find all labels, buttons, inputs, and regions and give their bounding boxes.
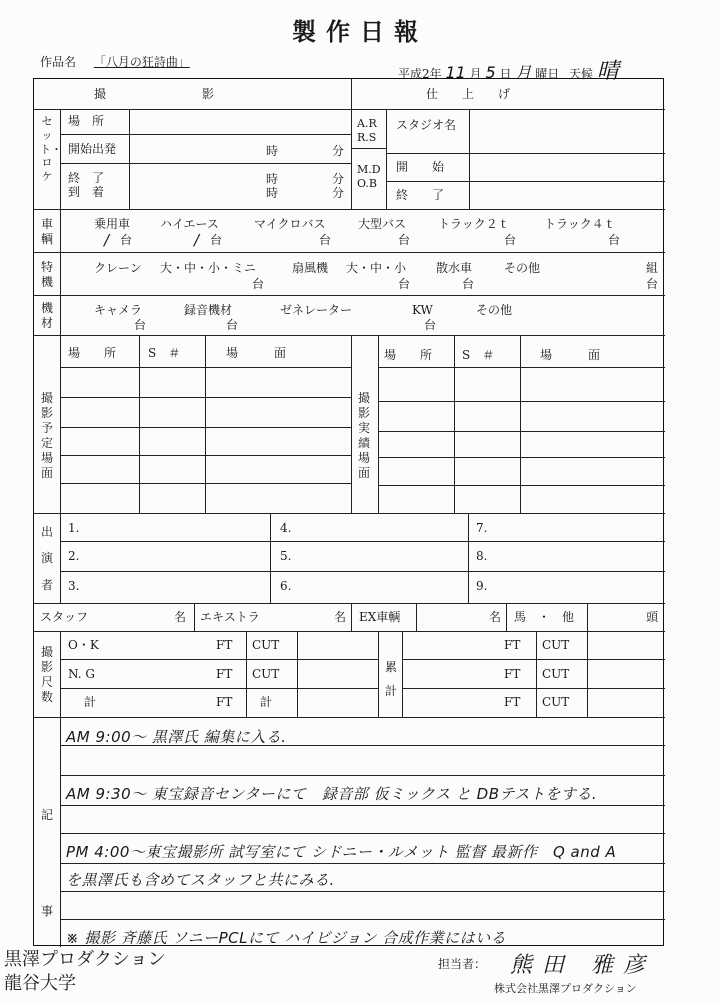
horse-label: 馬 ・ 他: [514, 610, 575, 624]
special-label: 特機: [40, 260, 53, 289]
actual-place-header: 場 所: [384, 348, 433, 362]
vehicles-label: 車輌: [40, 217, 53, 246]
cum-cut-3: CUT: [542, 695, 570, 709]
ng-label: N. G: [68, 667, 95, 681]
vehicle-sedan: 乗用車: [94, 217, 131, 231]
extras-unit: 名: [334, 610, 347, 624]
start-label: 開 始: [396, 160, 445, 174]
special-unit-1: 台: [252, 277, 265, 291]
cum-cut-1: CUT: [542, 638, 570, 652]
note-line-5: ※ 撮影 斉藤氏 ソニーPCLにて ハイビジョン 合成作業にはいる: [66, 929, 507, 947]
equip-unit-1: 台: [134, 318, 147, 332]
cast-1: 1.: [68, 521, 80, 535]
cast-5: 5.: [280, 549, 292, 563]
vehicle-unit-1: 台: [120, 233, 133, 247]
cast-7: 7.: [476, 521, 488, 535]
vehicle-unit-3: 台: [319, 233, 332, 247]
weekday-unit: 曜日: [535, 67, 560, 81]
day-unit: 日: [499, 67, 512, 81]
ok-cut: CUT: [252, 638, 280, 652]
equip-unit-2: 台: [226, 318, 239, 332]
charge-label: 担当者：: [438, 957, 487, 971]
cum-ft-1: FT: [504, 638, 521, 652]
ng-cut: CUT: [252, 667, 280, 681]
cum-ft-2: FT: [504, 667, 521, 681]
ex-car-label: EX車輌: [359, 610, 401, 624]
departure-label: 開始出発: [68, 142, 117, 156]
minute-label-1: 分: [332, 144, 345, 158]
total-ft: FT: [216, 695, 233, 709]
note-line-4: を黒澤氏も含めてスタッフと共にみる.: [66, 871, 335, 889]
total-cut-label: 計: [260, 695, 273, 709]
special-unit-3: 台: [462, 277, 475, 291]
cast-9: 9.: [476, 579, 488, 593]
cum-ft-3: FT: [504, 695, 521, 709]
cast-6: 6.: [280, 579, 292, 593]
staff-label: スタッフ: [40, 610, 89, 624]
actual-scene-header: 場 面: [540, 348, 601, 362]
special-unit-4: 台: [646, 277, 659, 291]
special-sprinkler: 散水車: [436, 261, 473, 275]
note-line-3: PM 4:00～東宝撮影所 試写室にて シドニー・ルメット 監督 最新作 Q and A: [66, 843, 617, 861]
shooting-header: 撮 影: [94, 87, 215, 101]
staff-unit: 名: [174, 610, 187, 624]
note-line-1: AM 9:00～ 黒澤氏 編集に入る.: [66, 728, 287, 746]
studio-label: スタジオ名: [396, 118, 457, 132]
actual-s-header: S ＃: [462, 348, 495, 362]
end-arrive-label: 終 了 到 着: [68, 171, 105, 200]
note-line-2: AM 9:30～ 東宝録音センターにて 録音部 仮ミックス と DBテストをする.: [66, 785, 598, 803]
archive-watermark: [4, 948, 166, 997]
finish-label: 終 了: [396, 188, 445, 202]
vehicle-unit-5: 台: [504, 233, 517, 247]
company-name: 株式会社黒澤プロダクション: [494, 982, 637, 995]
finishing-header: 仕 上 げ: [426, 87, 511, 101]
ng-ft: FT: [216, 667, 233, 681]
special-other: その他: [504, 261, 541, 275]
minute-label-2: 分: [332, 172, 345, 186]
special-crane: クレーン: [94, 261, 142, 275]
film-total-label: 計: [84, 695, 97, 709]
equipment-label: 機材: [40, 301, 53, 330]
report-grid: [33, 78, 664, 946]
special-unit-2: 台: [398, 277, 411, 291]
ok-ft: FT: [216, 638, 233, 652]
cast-4: 4.: [280, 521, 292, 535]
md-ob-label: M.D O.B: [357, 163, 381, 191]
work-name: [40, 53, 190, 70]
month-unit: 月: [469, 67, 482, 81]
cast-8: 8.: [476, 549, 488, 563]
cast-label: 出演者: [40, 525, 53, 592]
special-set: 組: [646, 261, 659, 275]
weather-value: 晴: [596, 59, 619, 84]
ar-rs-label: A.R R.S: [357, 117, 377, 145]
vehicle-sedan-count: /: [104, 231, 110, 249]
actual-scenes-label: 撮影実績場面: [357, 391, 370, 480]
notes-label: 記事: [40, 808, 53, 918]
special-fan: 扇風機: [292, 261, 329, 275]
film-length-label: 撮影尺数: [40, 645, 53, 704]
special-crane-size: 大・中・小・ミニ: [160, 261, 257, 275]
hour-label-1: 時: [266, 144, 279, 158]
watermark-line-1: 黒澤プロダクション: [4, 949, 166, 970]
work-name-value: 「八月の狂詩曲」: [93, 55, 190, 69]
weather-label: 天候: [569, 67, 594, 81]
vehicle-unit-6: 台: [608, 233, 621, 247]
vehicle-microbus: マイクロバス: [254, 217, 326, 231]
equip-camera: キャメラ: [94, 303, 143, 317]
equip-audio: 録音機材: [184, 303, 233, 317]
month-value: 11: [445, 63, 466, 82]
extras-label: エキストラ: [200, 610, 260, 624]
era: 平成2年: [398, 67, 442, 81]
cast-2: 2.: [68, 549, 80, 563]
planned-place-header: 場 所: [68, 346, 117, 360]
charge-name: 熊田 雅彦: [510, 953, 655, 978]
set-loc-label: セット・ロケ: [40, 115, 62, 183]
cumulative-label: 累計: [384, 660, 397, 698]
weekday-value: 月: [515, 63, 532, 82]
vehicle-hiace-count: /: [194, 231, 200, 249]
page-title: 製作日報: [292, 17, 428, 46]
work-name-label: 作品名: [40, 55, 77, 69]
equip-unit-3: 台: [424, 318, 437, 332]
planned-scenes-label: 撮影予定場面: [40, 391, 53, 480]
vehicle-truck2: トラック２ｔ: [438, 217, 510, 231]
special-fan-size: 大・中・小: [346, 261, 407, 275]
vehicle-unit-2: 台: [210, 233, 223, 247]
minute-label-3: 分: [332, 186, 345, 200]
equip-kw: KW: [412, 303, 433, 317]
planned-s-header: S ＃: [148, 346, 181, 360]
cast-3: 3.: [68, 579, 80, 593]
equip-generator: ゼネレーター: [280, 303, 353, 317]
place-label: 場 所: [68, 114, 105, 128]
hour-label-3: 時: [266, 186, 279, 200]
horse-unit: 頭: [646, 610, 659, 624]
vehicle-unit-4: 台: [398, 233, 411, 247]
cum-cut-2: CUT: [542, 667, 570, 681]
vehicle-hiace: ハイエース: [160, 217, 219, 231]
ex-car-unit: 名: [489, 610, 502, 624]
vehicle-truck4: トラック４ｔ: [544, 217, 616, 231]
watermark-line-2: 龍谷大学: [4, 973, 76, 995]
planned-scene-header: 場 面: [226, 346, 287, 360]
vehicle-bus: 大型バス: [358, 217, 407, 231]
equip-other: その他: [476, 303, 513, 317]
hour-label-2: 時: [266, 172, 279, 186]
ok-label: O・K: [68, 638, 99, 652]
day-value: 5: [485, 63, 496, 82]
